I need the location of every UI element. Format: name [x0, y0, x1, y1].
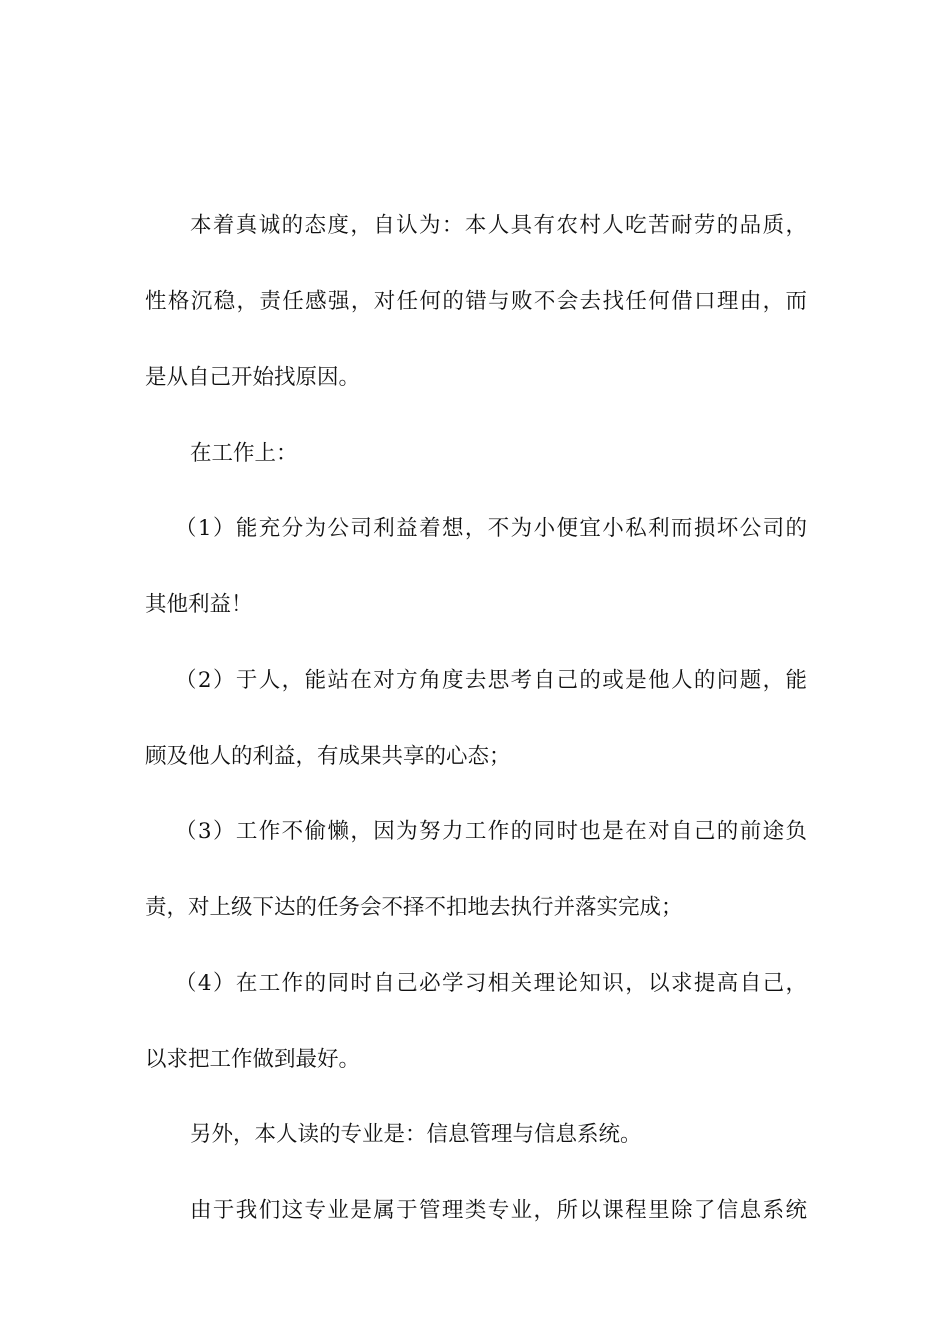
- paragraph-line: 责，对上级下达的任务会不择不扣地去执行并落实完成；: [145, 895, 683, 920]
- paragraph-line: 以求把工作做到最好。: [145, 1047, 361, 1072]
- paragraph-line: （1）能充分为公司利益着想，不为小便宜小私利而损坏公司的: [175, 516, 807, 541]
- paragraph-line: （4）在工作的同时自己必学习相关理论知识，以求提高自己，: [175, 971, 807, 996]
- paragraph-line: 本着真诚的态度，自认为：本人具有农村人吃苦耐劳的品质，: [190, 213, 807, 238]
- paragraph-line: （3）工作不偷懒，因为努力工作的同时也是在对自己的前途负: [175, 819, 807, 844]
- paragraph-line: 是从自己开始找原因。: [145, 365, 361, 390]
- paragraph-line: 由于我们这专业是属于管理类专业，所以课程里除了信息系统: [190, 1198, 807, 1223]
- paragraph-line: 另外，本人读的专业是：信息管理与信息系统。: [190, 1122, 642, 1147]
- paragraph-line: 其他利益！: [145, 592, 253, 617]
- paragraph-line: 顾及他人的利益，有成果共享的心态；: [145, 744, 511, 769]
- paragraph-line: 在工作上：: [190, 441, 298, 466]
- paragraph-line: 性格沉稳，责任感强，对任何的错与败不会去找任何借口理由，而: [145, 289, 807, 314]
- paragraph-line: （2）于人，能站在对方角度去思考自己的或是他人的问题，能: [175, 668, 807, 693]
